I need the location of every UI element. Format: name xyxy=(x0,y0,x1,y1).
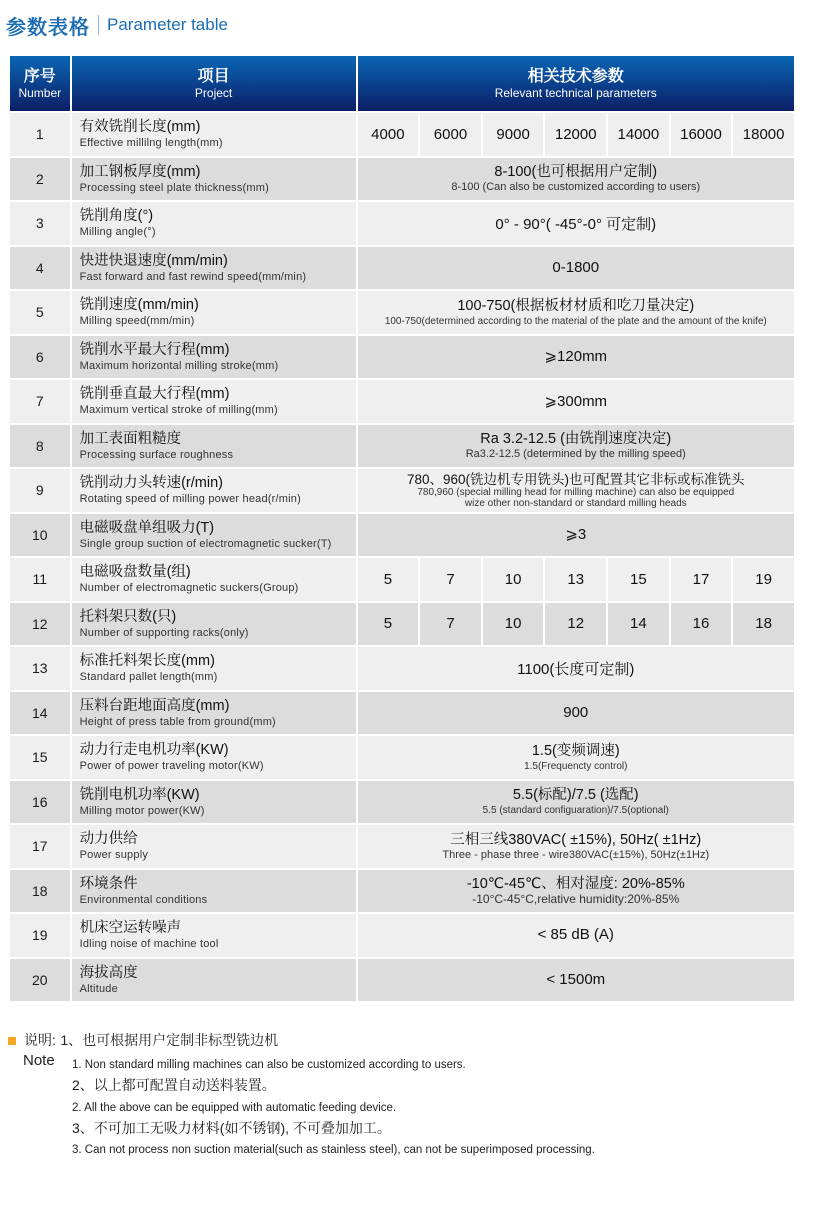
table-row xyxy=(10,957,794,1002)
table-header xyxy=(10,56,794,111)
value-cell: 100-750(根据板材材质和吃刀量决定) 100-750(determined according to the material of the plate and the amount of the knife) xyxy=(358,289,794,334)
row-project: 铣削动力头转速(r/min) Rotating speed of milling power head(r/min) xyxy=(72,467,356,512)
value-cell: ⩾3 xyxy=(358,512,794,557)
value-cell: -10℃-45℃、相对湿度: 20%-85% -10°C-45°C,relative humidity:20%-85% xyxy=(358,868,794,913)
table-row xyxy=(10,378,794,423)
row-number: 6 xyxy=(10,334,70,379)
table-row xyxy=(10,690,794,735)
table-row xyxy=(10,556,794,601)
row-number: 18 xyxy=(10,868,70,913)
row-project: 加工钢板厚度(mm) Processing steel plate thickness(mm) xyxy=(72,156,356,201)
value-cell: < 1500m xyxy=(358,957,794,1002)
note-item-2-cn: 2、以上都可配置自动送料装置。 xyxy=(72,1077,276,1093)
value-cell: 5.5(标配)/7.5 (选配) 5.5 (standard configuaration)/7.5(optional) xyxy=(358,779,794,824)
value-cell: 6000 xyxy=(420,111,481,156)
row-number: 20 xyxy=(10,957,70,1002)
row-number: 4 xyxy=(10,245,70,290)
row-number: 10 xyxy=(10,512,70,557)
note-item-1-cn: 1、也可根据用户定制非标型铣边机 xyxy=(60,1032,279,1048)
table-row xyxy=(10,868,794,913)
row-number: 7 xyxy=(10,378,70,423)
value-cell: Ra 3.2-12.5 (由铣削速度决定) Ra3.2-12.5 (determined by the milling speed) xyxy=(358,423,794,468)
row-project: 有效铣削长度(mm) Effective millilng length(mm) xyxy=(72,111,356,156)
value-cell: 7 xyxy=(420,601,481,646)
table-row xyxy=(10,512,794,557)
value-cell: 16000 xyxy=(671,111,732,156)
header-project: 项目 Project xyxy=(72,56,356,111)
value-cell: 9000 xyxy=(483,111,544,156)
row-number: 17 xyxy=(10,823,70,868)
value-cell: 14 xyxy=(608,601,669,646)
table-row xyxy=(10,111,794,156)
row-number: 9 xyxy=(10,467,70,512)
row-project: 环境条件 Environmental conditions xyxy=(72,868,356,913)
value-cell: 0° - 90°( -45°-0° 可定制) xyxy=(358,200,794,245)
row-project: 动力行走电机功率(KW) Power of power traveling motor(KW) xyxy=(72,734,356,779)
row-project: 标准托料架长度(mm) Standard pallet length(mm) xyxy=(72,645,356,690)
note-item-3-cn: 3、不可加工无吸力材料(如不锈钢), 不可叠加加工。 xyxy=(72,1120,391,1136)
value-cell: 10 xyxy=(483,556,544,601)
table-row xyxy=(10,823,794,868)
row-number: 14 xyxy=(10,690,70,735)
table-row xyxy=(10,423,794,468)
value-cell: 18000 xyxy=(733,111,794,156)
value-cell: 18 xyxy=(733,601,794,646)
table-row xyxy=(10,779,794,824)
value-cell: 三相三线380VAC( ±15%), 50Hz( ±1Hz) Three - phase three - wire380VAC(±15%), 50Hz(±1Hz) xyxy=(358,823,794,868)
row-number: 12 xyxy=(10,601,70,646)
row-project: 加工表面粗糙度 Processing surface roughness xyxy=(72,423,356,468)
title-chinese: 参数表格 xyxy=(6,16,90,39)
table-row xyxy=(10,912,794,957)
row-project: 机床空运转噪声 Idling noise of machine tool xyxy=(72,912,356,957)
row-number: 3 xyxy=(10,200,70,245)
value-cell: 780、960(铣边机专用铣头)也可配置其它非标或标准铣头 780,960 (special milling head for milling machine) can also be equipped wize other non-standard or standard milling heads xyxy=(358,467,794,512)
row-number: 16 xyxy=(10,779,70,824)
table-row xyxy=(10,334,794,379)
row-project: 海拔高度 Altitude xyxy=(72,957,356,1002)
value-cell: 1100(长度可定制) xyxy=(358,645,794,690)
title-english: Parameter table xyxy=(107,15,228,34)
value-cell: < 85 dB (A) xyxy=(358,912,794,957)
value-cell: 1.5(变频调速) 1.5(Frequencty control) xyxy=(358,734,794,779)
row-number: 5 xyxy=(10,289,70,334)
value-cell: 900 xyxy=(358,690,794,735)
title-divider xyxy=(98,15,99,35)
table-row xyxy=(10,245,794,290)
row-project: 铣削角度(°) Milling angle(°) xyxy=(72,200,356,245)
table-row xyxy=(10,645,794,690)
value-cell: 14000 xyxy=(608,111,669,156)
row-number: 15 xyxy=(10,734,70,779)
value-cell: ⩾120mm xyxy=(358,334,794,379)
row-project: 托料架只数(只) Number of supporting racks(only) xyxy=(72,601,356,646)
header-number: 序号 Number xyxy=(10,56,70,111)
row-number: 8 xyxy=(10,423,70,468)
row-number: 19 xyxy=(10,912,70,957)
row-project: 压料台距地面高度(mm) Height of press table from ground(mm) xyxy=(72,690,356,735)
value-cell: 15 xyxy=(608,556,669,601)
value-cell: 13 xyxy=(545,556,606,601)
value-cell: 10 xyxy=(483,601,544,646)
row-project: 铣削水平最大行程(mm) Maximum horizontal milling stroke(mm) xyxy=(72,334,356,379)
value-cell: 7 xyxy=(420,556,481,601)
table-row xyxy=(10,289,794,334)
value-cell: 5 xyxy=(358,601,419,646)
row-number: 2 xyxy=(10,156,70,201)
note-label-cn: 说明: xyxy=(24,1032,56,1048)
row-number: 1 xyxy=(10,111,70,156)
note-label-en-line xyxy=(23,1052,55,1070)
note-header xyxy=(8,1030,278,1050)
value-cell: ⩾300mm xyxy=(358,378,794,423)
row-project: 电磁吸盘单组吸力(T) Single group suction of electromagnetic sucker(T) xyxy=(72,512,356,557)
row-project: 铣削速度(mm/min) Milling speed(mm/min) xyxy=(72,289,356,334)
row-project: 铣削电机功率(KW) Milling motor power(KW) xyxy=(72,779,356,824)
note-label-en: Note xyxy=(23,1052,55,1069)
row-number: 13 xyxy=(10,645,70,690)
page-title xyxy=(6,10,228,40)
value-cell: 0-1800 xyxy=(358,245,794,290)
table-row xyxy=(10,200,794,245)
table-row xyxy=(10,734,794,779)
value-cell: 5 xyxy=(358,556,419,601)
note-item-3-en: 3. Can not process non suction material(such as stainless steel), can not be superimposed processing. xyxy=(72,1144,595,1156)
value-cell: 12 xyxy=(545,601,606,646)
value-cell: 19 xyxy=(733,556,794,601)
parameter-table xyxy=(8,56,796,1001)
row-project: 电磁吸盘数量(组) Number of electromagnetic suckers(Group) xyxy=(72,556,356,601)
value-cell: 16 xyxy=(671,601,732,646)
header-parameters: 相关技术参数 Relevant technical parameters xyxy=(358,56,794,111)
value-cell: 4000 xyxy=(358,111,419,156)
row-project: 动力供给 Power supply xyxy=(72,823,356,868)
square-bullet-icon xyxy=(8,1037,16,1045)
row-number: 11 xyxy=(10,556,70,601)
row-project: 快进快退速度(mm/min) Fast forward and fast rewind speed(mm/min) xyxy=(72,245,356,290)
value-cell: 12000 xyxy=(545,111,606,156)
value-cell: 17 xyxy=(671,556,732,601)
table-row xyxy=(10,467,794,512)
row-project: 铣削垂直最大行程(mm) Maximum vertical stroke of milling(mm) xyxy=(72,378,356,423)
table-row xyxy=(10,156,794,201)
table-row xyxy=(10,601,794,646)
value-cell: 8-100(也可根据用户定制) 8-100 (Can also be customized according to users) xyxy=(358,156,794,201)
note-item-1-en: 1. Non standard milling machines can also be customized according to users. xyxy=(72,1059,466,1071)
note-item-2-en: 2. All the above can be equipped with automatic feeding device. xyxy=(72,1102,397,1114)
